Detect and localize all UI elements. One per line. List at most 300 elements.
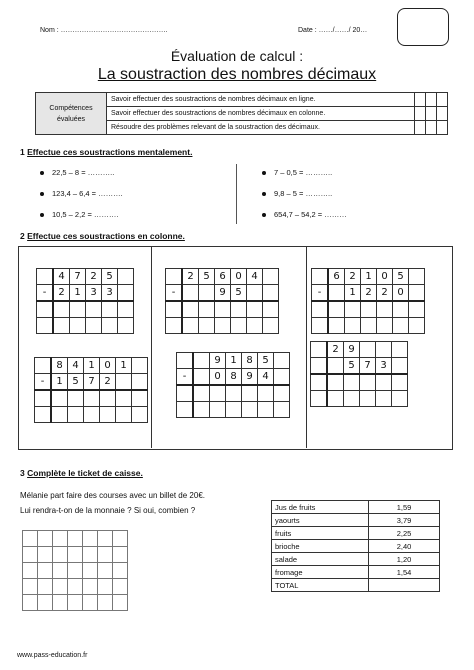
grid-row — [23, 595, 128, 611]
grid-cell — [409, 285, 425, 302]
grid-cell — [263, 285, 279, 302]
grid-cell: fruits — [272, 527, 369, 540]
grid-cell: - — [166, 285, 183, 302]
grid-cell: Jus de fruits — [272, 501, 369, 514]
grid-cell — [199, 301, 215, 318]
grid-row — [166, 318, 279, 334]
grid-cell — [231, 318, 247, 334]
grid-cell — [247, 285, 263, 302]
grid-cell: 2 — [377, 285, 393, 302]
grid-cell — [360, 391, 376, 407]
grid-cell — [118, 269, 134, 285]
grid-cell: 5 — [344, 358, 360, 375]
section3-heading — [20, 468, 143, 478]
grid-cell: 4 — [53, 269, 70, 285]
grid-cell — [242, 385, 258, 402]
grid-cell — [86, 318, 102, 334]
grid-cell — [98, 547, 113, 563]
grid-cell — [193, 353, 210, 369]
grid-cell — [102, 301, 118, 318]
grid-cell — [274, 353, 290, 369]
mental-exercise — [262, 210, 347, 219]
grid-cell — [118, 301, 134, 318]
name-field-label: Nom : ………………………………………. — [40, 27, 168, 34]
grid-row — [35, 374, 148, 391]
grid-cell: 0 — [393, 285, 409, 302]
subtraction-grid — [165, 268, 279, 334]
grid-cell — [132, 358, 148, 374]
mental-exercise — [40, 189, 123, 198]
grid-cell — [70, 301, 86, 318]
grid-cell — [263, 318, 279, 334]
divider — [236, 164, 237, 224]
grid-cell: 5 — [258, 353, 274, 369]
grid-cell: 2 — [100, 374, 116, 391]
grid-cell: 2 — [361, 285, 377, 302]
grid-cell — [23, 531, 38, 547]
grid-cell — [37, 318, 54, 334]
grid-cell: 1 — [116, 358, 132, 374]
grid-cell — [83, 531, 98, 547]
grid-row — [177, 402, 290, 418]
grid-row — [311, 374, 408, 391]
subtraction-grid — [36, 268, 134, 334]
check-cell — [426, 121, 437, 135]
receipt-table — [271, 500, 440, 592]
grid-cell: 7 — [84, 374, 100, 391]
grid-cell — [393, 301, 409, 318]
grid-cell — [68, 595, 83, 611]
grid-cell: 0 — [210, 369, 226, 386]
grid-cell: TOTAL — [272, 579, 369, 592]
grid-cell — [258, 402, 274, 418]
grid-row — [23, 547, 128, 563]
grid-cell — [35, 407, 52, 423]
grid-cell — [409, 318, 425, 334]
grid-cell — [23, 563, 38, 579]
grid-cell: 4 — [68, 358, 84, 374]
bullet-icon — [262, 171, 266, 175]
grid-cell — [274, 402, 290, 418]
grid-cell — [210, 402, 226, 418]
calculation-grid — [22, 530, 128, 611]
grid-cell: 6 — [215, 269, 231, 285]
grid-cell: 4 — [247, 269, 263, 285]
grid-cell — [83, 595, 98, 611]
check-cell — [437, 93, 448, 107]
grid-cell: salade — [272, 553, 369, 566]
page-subtitle: La soustraction des nombres décimaux — [97, 66, 377, 83]
grid-cell: 1 — [70, 285, 86, 302]
grid-cell: 7 — [70, 269, 86, 285]
grid-cell — [311, 374, 328, 391]
bullet-icon — [40, 192, 44, 196]
grid-cell: 2 — [53, 285, 70, 302]
grid-cell — [199, 285, 215, 302]
grid-cell — [258, 385, 274, 402]
competence-row: Savoir effectuer des soustractions de nombres décimaux en ligne. — [107, 93, 415, 107]
grid-cell: 3,79 — [369, 514, 440, 527]
grid-row — [177, 369, 290, 386]
grid-cell — [311, 342, 328, 358]
grid-cell: 2 — [345, 269, 361, 285]
subtraction-grid — [34, 357, 148, 423]
grid-row — [37, 318, 134, 334]
grid-cell — [35, 358, 52, 374]
grid-cell: 1 — [361, 269, 377, 285]
competences-label: Compétences évaluées — [36, 93, 107, 135]
grid-cell — [392, 391, 408, 407]
section1-heading — [20, 147, 192, 157]
grid-cell: 1,20 — [369, 553, 440, 566]
grid-cell: 9 — [210, 353, 226, 369]
grid-cell — [344, 374, 360, 391]
grid-cell — [166, 318, 183, 334]
check-cell — [426, 93, 437, 107]
receipt-row — [272, 566, 440, 579]
grid-cell — [182, 318, 199, 334]
grid-cell — [376, 342, 392, 358]
subtraction-grid — [176, 352, 290, 418]
check-cell — [437, 107, 448, 121]
grid-row — [23, 579, 128, 595]
grid-row — [37, 269, 134, 285]
grid-cell — [345, 318, 361, 334]
grid-cell — [327, 391, 344, 407]
grid-cell — [312, 301, 329, 318]
grid-cell — [70, 318, 86, 334]
grid-cell — [360, 374, 376, 391]
grid-cell — [328, 285, 345, 302]
grid-cell — [98, 563, 113, 579]
grid-row — [35, 358, 148, 374]
grid-cell — [409, 269, 425, 285]
grid-row — [177, 353, 290, 369]
grid-cell: 8 — [242, 353, 258, 369]
grid-cell: 5 — [199, 269, 215, 285]
check-cell — [415, 121, 426, 135]
grid-cell — [311, 358, 328, 375]
grid-cell — [274, 369, 290, 386]
grid-cell — [210, 385, 226, 402]
grid-cell — [116, 407, 132, 423]
grid-row — [311, 358, 408, 375]
grid-cell — [361, 301, 377, 318]
check-cell — [415, 93, 426, 107]
grid-row — [37, 285, 134, 302]
grid-cell — [377, 318, 393, 334]
receipt-row — [272, 527, 440, 540]
mental-exercise — [40, 210, 119, 219]
section2-heading — [20, 231, 185, 241]
grid-cell: 6 — [328, 269, 345, 285]
grid-cell — [38, 531, 53, 547]
grid-cell — [215, 301, 231, 318]
grid-cell: 2 — [182, 269, 199, 285]
grid-cell — [132, 407, 148, 423]
check-cell — [437, 121, 448, 135]
check-cell — [426, 107, 437, 121]
grid-cell — [312, 318, 329, 334]
grid-cell — [83, 579, 98, 595]
grid-cell — [68, 547, 83, 563]
grid-cell — [231, 301, 247, 318]
grid-cell — [53, 318, 70, 334]
grid-cell — [68, 390, 84, 407]
grid-cell: 5 — [393, 269, 409, 285]
problem-question: Lui rendra-t-on de la monnaie ? Si oui, combien ? — [20, 506, 196, 515]
grid-cell — [68, 531, 83, 547]
grid-row — [311, 391, 408, 407]
receipt-total-row — [272, 579, 440, 592]
grid-cell — [38, 547, 53, 563]
grid-cell: 1,59 — [369, 501, 440, 514]
grid-cell: 2 — [86, 269, 102, 285]
text: 1 — [20, 147, 25, 157]
grid-cell — [113, 531, 128, 547]
grid-cell — [263, 301, 279, 318]
grid-cell — [100, 407, 116, 423]
grid-cell — [377, 301, 393, 318]
date-field-label: Date : ……/……/ 20… — [298, 27, 368, 34]
grid-cell: 2,25 — [369, 527, 440, 540]
grid-row — [177, 385, 290, 402]
competences-table — [35, 92, 448, 135]
mental-exercise — [262, 168, 332, 177]
grid-cell — [344, 391, 360, 407]
grid-cell — [247, 318, 263, 334]
grid-cell — [393, 318, 409, 334]
grid-cell — [345, 301, 361, 318]
grid-cell — [328, 301, 345, 318]
grid-row — [37, 301, 134, 318]
grid-cell — [102, 318, 118, 334]
grid-cell — [23, 579, 38, 595]
grid-cell: 8 — [226, 369, 242, 386]
grid-cell — [23, 595, 38, 611]
grid-cell — [37, 269, 54, 285]
competence-row: Résoudre des problèmes relevant de la soustraction des décimaux. — [107, 121, 415, 135]
text: 7 – 0,5 = ……….. — [274, 168, 333, 177]
grid-cell: 9 — [344, 342, 360, 358]
grid-cell — [68, 407, 84, 423]
grid-cell — [312, 269, 329, 285]
grid-cell: 8 — [51, 358, 68, 374]
divider — [151, 246, 152, 448]
grid-cell — [100, 390, 116, 407]
grid-cell — [53, 301, 70, 318]
subtraction-grid — [310, 341, 408, 407]
grid-cell — [51, 390, 68, 407]
grid-cell — [38, 579, 53, 595]
check-cell — [415, 107, 426, 121]
text: 123,4 – 6,4 = ………. — [52, 189, 123, 198]
grid-row — [312, 269, 425, 285]
grid-cell — [226, 402, 242, 418]
bullet-icon — [40, 171, 44, 175]
grid-cell: 1 — [345, 285, 361, 302]
grid-row — [312, 318, 425, 334]
grid-cell — [116, 374, 132, 391]
grid-cell — [193, 385, 210, 402]
grid-cell: yaourts — [272, 514, 369, 527]
grid-cell: - — [312, 285, 329, 302]
grid-cell — [38, 595, 53, 611]
grid-cell: 9 — [215, 285, 231, 302]
grid-cell: 0 — [377, 269, 393, 285]
competence-row: Savoir effectuer des soustractions de nombres décimaux en colonne. — [107, 107, 415, 121]
grid-cell — [409, 301, 425, 318]
grid-cell: 5 — [231, 285, 247, 302]
grid-cell: 1 — [226, 353, 242, 369]
text: 2 — [20, 231, 25, 241]
grid-cell — [360, 342, 376, 358]
grid-row — [35, 390, 148, 407]
mental-exercise — [262, 189, 332, 198]
grid-cell: brioche — [272, 540, 369, 553]
grid-row — [23, 531, 128, 547]
grid-cell — [35, 390, 52, 407]
grid-cell — [98, 531, 113, 547]
bullet-icon — [262, 213, 266, 217]
grid-cell — [113, 579, 128, 595]
grid-cell: 3 — [102, 285, 118, 302]
grid-cell — [247, 301, 263, 318]
grid-cell — [132, 390, 148, 407]
grid-row — [311, 342, 408, 358]
grid-cell — [311, 391, 328, 407]
grid-cell — [53, 531, 68, 547]
grid-cell: - — [35, 374, 52, 391]
grid-cell — [327, 358, 344, 375]
grid-cell — [113, 595, 128, 611]
grid-cell — [83, 547, 98, 563]
grid-cell — [68, 563, 83, 579]
grid-cell: 9 — [242, 369, 258, 386]
grid-cell — [215, 318, 231, 334]
grid-cell — [53, 547, 68, 563]
text: 9,8 – 5 = ……….. — [274, 189, 333, 198]
grid-cell — [199, 318, 215, 334]
grid-cell — [98, 579, 113, 595]
receipt-row — [272, 540, 440, 553]
grid-cell — [113, 547, 128, 563]
grid-cell: 5 — [102, 269, 118, 285]
grid-cell — [68, 579, 83, 595]
grid-cell — [84, 407, 100, 423]
grid-cell — [376, 391, 392, 407]
grid-cell: 1 — [84, 358, 100, 374]
grid-cell — [392, 358, 408, 375]
grid-row — [36, 93, 448, 107]
grid-cell: 2,40 — [369, 540, 440, 553]
text: Effectue ces soustractions en colonne. — [27, 231, 185, 241]
text: Effectue ces soustractions mentalement. — [27, 147, 193, 157]
subtraction-grid — [311, 268, 425, 334]
grid-cell — [376, 374, 392, 391]
text: 10,5 – 2,2 = ………. — [52, 210, 119, 219]
grid-cell: fromage — [272, 566, 369, 579]
grid-cell — [182, 285, 199, 302]
grid-row — [166, 285, 279, 302]
grid-cell — [193, 402, 210, 418]
receipt-row — [272, 501, 440, 514]
grid-cell: - — [37, 285, 54, 302]
grid-cell — [38, 563, 53, 579]
grid-cell — [83, 563, 98, 579]
grid-cell: 1,54 — [369, 566, 440, 579]
grid-row — [312, 285, 425, 302]
bullet-icon — [40, 213, 44, 217]
grid-cell — [53, 563, 68, 579]
grid-cell — [23, 547, 38, 563]
grid-cell — [116, 390, 132, 407]
grid-cell — [274, 385, 290, 402]
grid-cell — [132, 374, 148, 391]
grid-cell — [177, 385, 194, 402]
grid-cell — [226, 385, 242, 402]
grid-cell — [98, 595, 113, 611]
footer-site: www.pass-education.fr — [17, 652, 88, 659]
text: 22,5 – 8 = ……….. — [52, 168, 115, 177]
grid-cell — [166, 269, 183, 285]
grid-cell: 5 — [68, 374, 84, 391]
grid-cell — [328, 318, 345, 334]
grid-cell — [84, 390, 100, 407]
divider — [306, 246, 307, 448]
grid-cell — [53, 579, 68, 595]
text: 654,7 – 54,2 = ……… — [274, 210, 347, 219]
grid-cell — [113, 563, 128, 579]
grid-cell — [118, 285, 134, 302]
grid-cell: 7 — [360, 358, 376, 375]
bullet-icon — [262, 192, 266, 196]
grid-cell — [166, 301, 183, 318]
grid-cell — [37, 301, 54, 318]
grid-cell: 4 — [258, 369, 274, 386]
grid-cell — [392, 342, 408, 358]
grid-cell: - — [177, 369, 194, 386]
grid-row — [23, 563, 128, 579]
grid-cell — [361, 318, 377, 334]
grid-row — [166, 301, 279, 318]
grid-cell — [242, 402, 258, 418]
grid-row — [35, 407, 148, 423]
mental-exercise — [40, 168, 114, 177]
grid-row — [166, 269, 279, 285]
grid-cell — [327, 374, 344, 391]
receipt-row — [272, 553, 440, 566]
grid-cell — [177, 402, 194, 418]
grid-cell: 2 — [327, 342, 344, 358]
grid-cell: 0 — [231, 269, 247, 285]
grid-cell — [392, 374, 408, 391]
grid-cell: 0 — [100, 358, 116, 374]
score-box — [397, 8, 449, 46]
grid-cell: 3 — [376, 358, 392, 375]
grid-cell — [182, 301, 199, 318]
grid-row — [312, 301, 425, 318]
grid-cell — [193, 369, 210, 386]
grid-cell — [51, 407, 68, 423]
grid-cell — [177, 353, 194, 369]
grid-cell: 1 — [51, 374, 68, 391]
grid-cell — [86, 301, 102, 318]
grid-cell — [53, 595, 68, 611]
grid-cell: 3 — [86, 285, 102, 302]
grid-cell — [263, 269, 279, 285]
receipt-row — [272, 514, 440, 527]
